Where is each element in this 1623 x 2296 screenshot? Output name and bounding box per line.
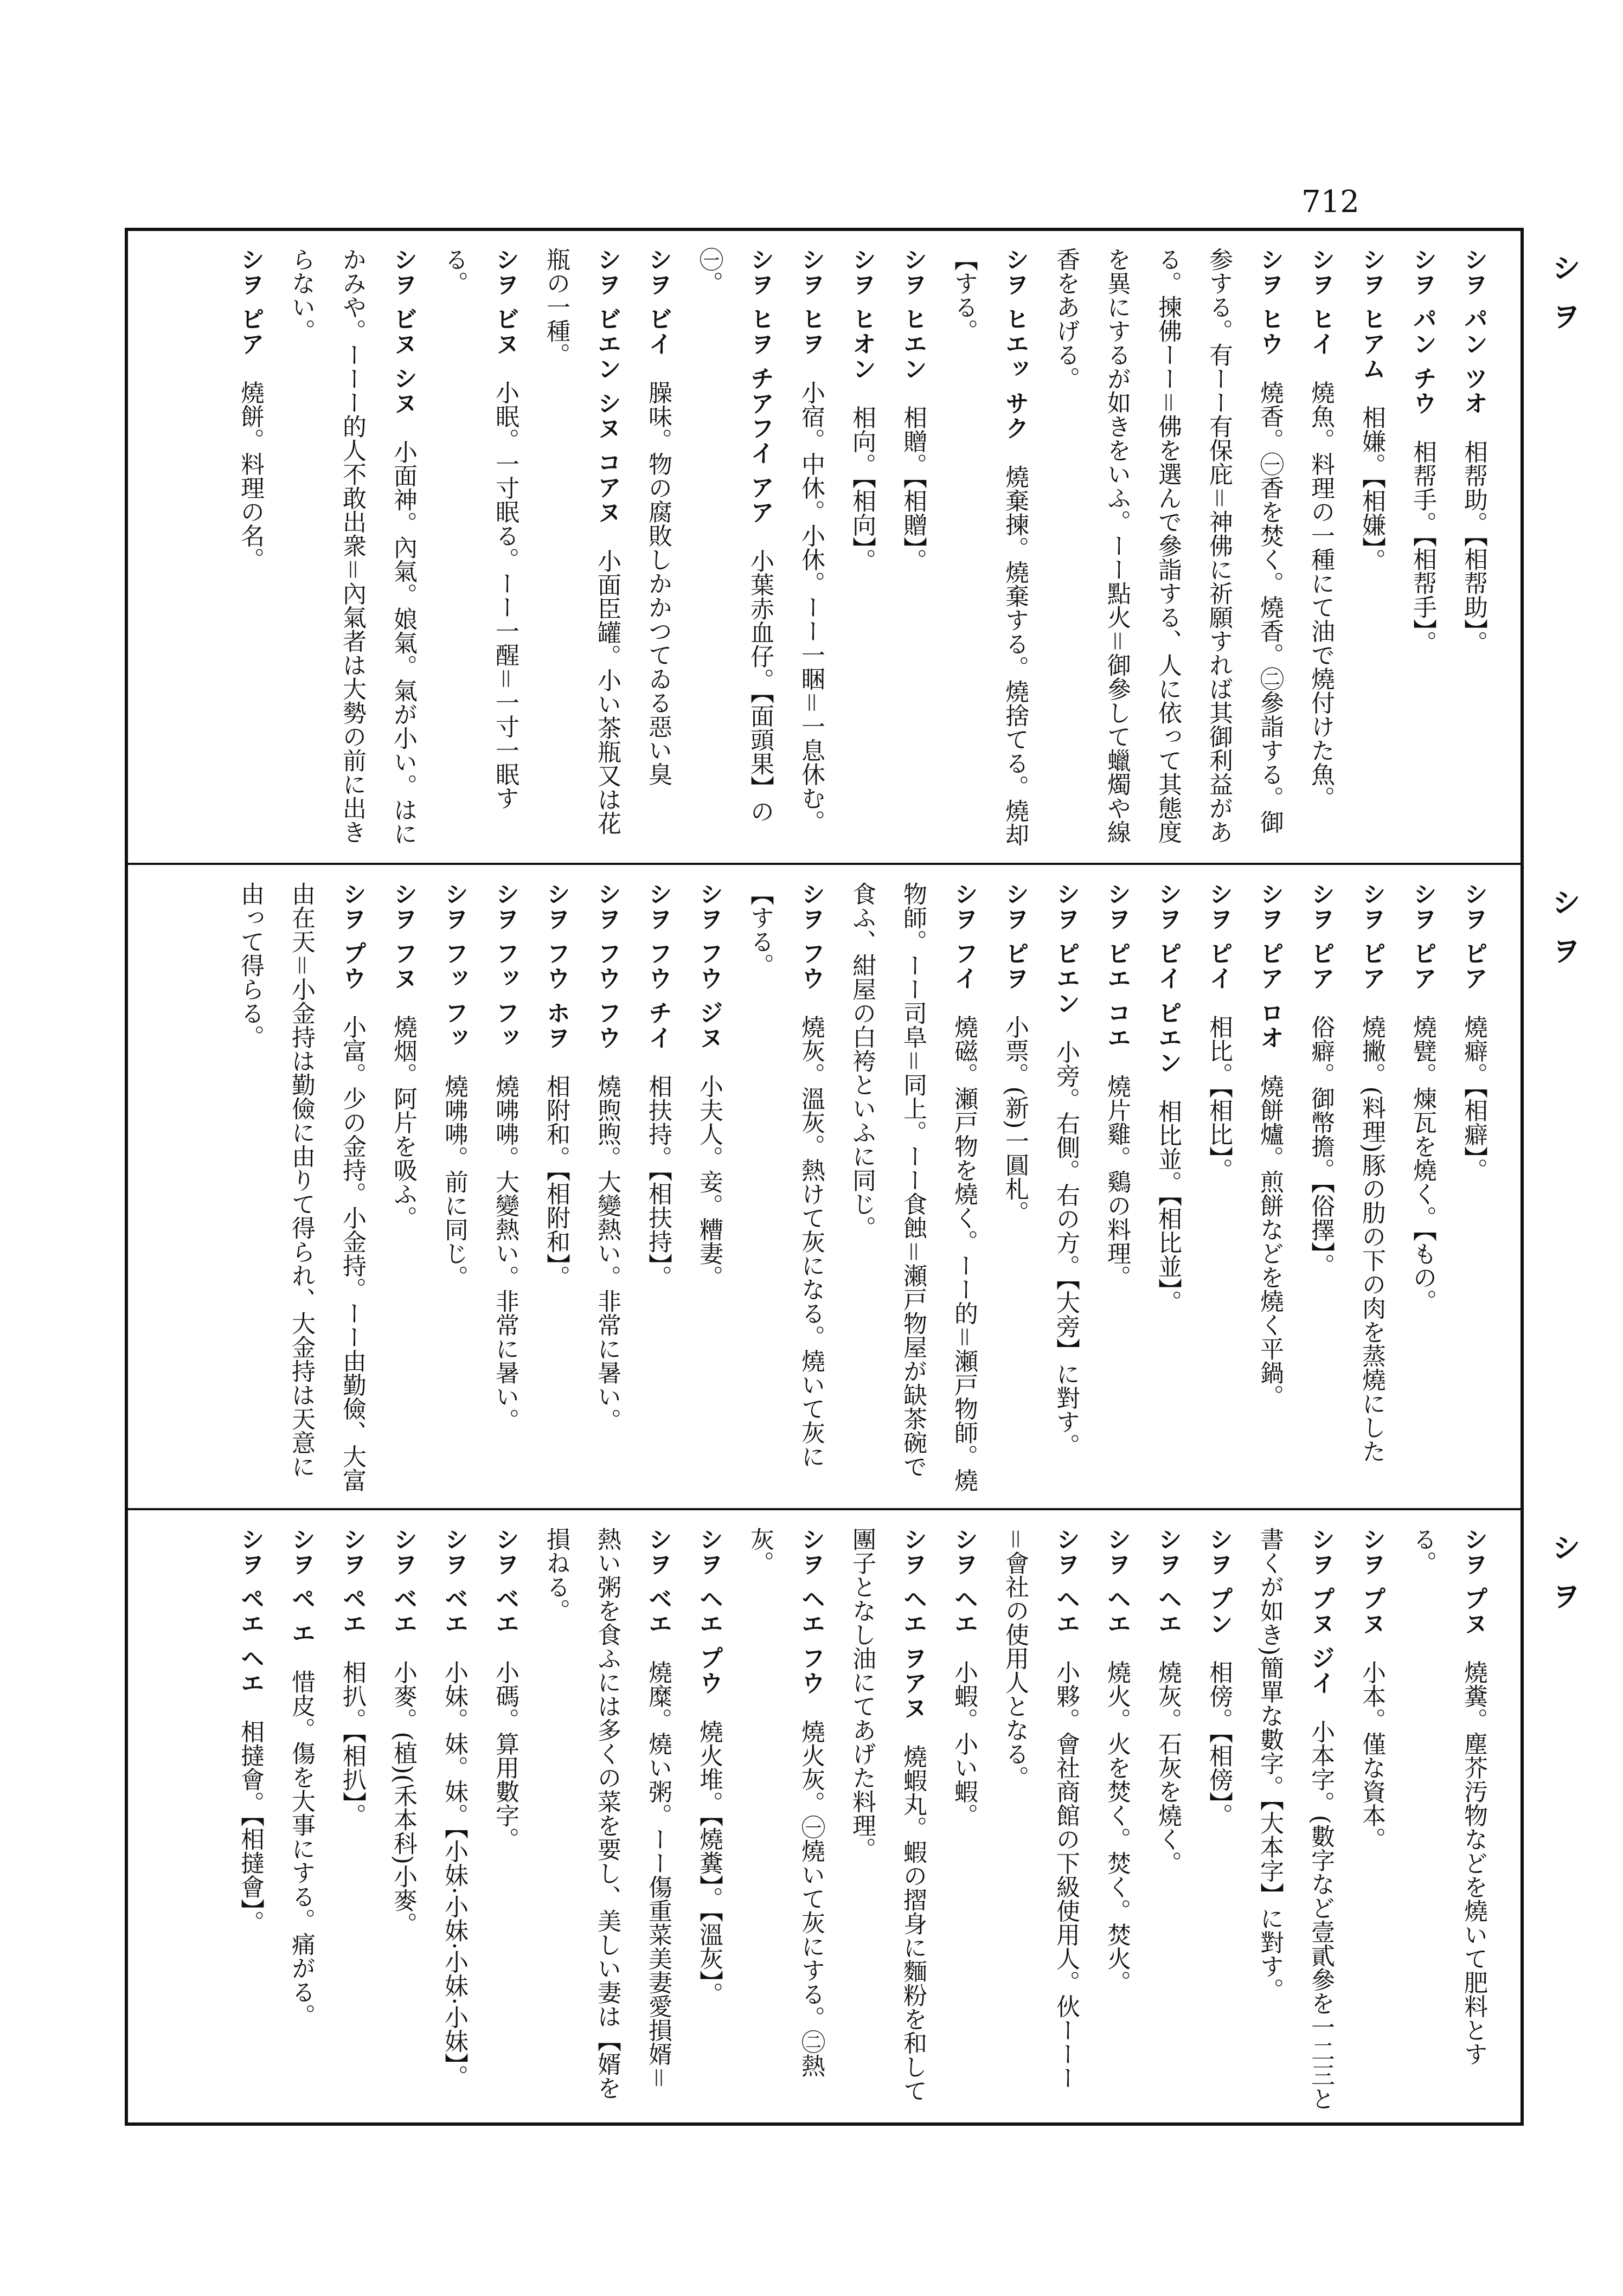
dictionary-entry: [377, 882, 428, 1497]
entry-reading: シヲ ピア: [1460, 882, 1487, 991]
dictionary-entry: [1091, 882, 1142, 1497]
entry-reading: シヲ フウ チイ: [644, 882, 672, 1050]
entry-columns: [144, 1527, 1499, 2113]
entry-reading: シヲ ヒウ: [1256, 247, 1284, 357]
dictionary-entry: [1193, 1527, 1244, 2113]
entry-definition: 小本字。(數字など壹貳參を一二三と書くが如き)簡單な數字。【大本字】に對す。: [1256, 1527, 1335, 2111]
entry-reading: シヲ ピア: [236, 247, 264, 357]
entry-reading: シヲ ピア: [1358, 882, 1385, 991]
entry-definition: 惜皮。傷を大事にする。痛がる。: [287, 1669, 315, 2028]
entry-reading: シヲ プヌ ジイ: [1307, 1527, 1335, 1696]
dictionary-entry: [734, 1527, 836, 2113]
dictionary-entry: [938, 1527, 989, 2113]
entry-reading: シヲ ヘエ: [1103, 1527, 1131, 1637]
entry-definition: 小妹。妹。妹。【小妹·小妹·小妹·小妹】。: [440, 1660, 468, 2089]
entry-reading: シヲ ヘエ ヲアヌ: [899, 1527, 927, 1721]
entry-reading: シヲ フウ ジヌ: [695, 882, 723, 1050]
entry-definition: 燒香。㊀香を焚く。燒香。㊁參詣する。御参する。有ーー有保庇＝神佛に祈願すれば其御利益がある。揀佛ーー＝佛を選んで參詣する、人に依って其態度を異にするが如きをいふ。ーー點火＝御參して蠟燭や線香をあげる。: [1052, 247, 1284, 844]
section-heading: シ ヲ: [1547, 1532, 1582, 1614]
entry-reading: シヲ ビヌ: [491, 247, 519, 357]
dictionary-entry: [428, 247, 530, 852]
entry-definition: 小夥。會社商館の下級使用人。伙ーーー＝會社の使用人となる。: [1001, 1527, 1080, 2090]
dictionary-entry: [683, 247, 785, 852]
entry-definition: 相撻會。【相撻會】。: [236, 1719, 264, 1934]
dictionary-entry: [1448, 247, 1499, 852]
entry-reading: シヲ フウ ホヲ: [542, 882, 570, 1050]
dictionary-entry: [1040, 247, 1295, 852]
dictionary-entry: [734, 882, 836, 1497]
dictionary-entry: [1397, 247, 1448, 852]
dictionary-entry: [224, 882, 377, 1497]
entry-definition: 燒灰。溫灰。熱けて灰になる。燒いて灰に【する。: [746, 882, 825, 1468]
entry-reading: シヲ プヌ: [1358, 1527, 1385, 1637]
entry-reading: シヲ ヘエ: [950, 1527, 978, 1637]
section-heading: シ ヲ: [1547, 887, 1582, 969]
entry-definition: 燒片雞。鷄の料理。: [1103, 1074, 1131, 1289]
entry-definition: 燒咈咈。大變熱い。非常に暑い。: [491, 1074, 519, 1432]
entry-definition: 燒糞。塵芥汚物などを燒いて肥料とする。: [1409, 1527, 1487, 2066]
entry-definition: 燒火。火を焚く。焚く。焚火。: [1103, 1660, 1131, 1994]
dictionary-entry: [479, 882, 530, 1497]
dictionary-entry: [1346, 1527, 1397, 2113]
dictionary-entry: [1193, 882, 1244, 1497]
dictionary-entry: [989, 1527, 1091, 2113]
dictionary-entry: [530, 882, 581, 1497]
entry-reading: シヲ フヌ: [389, 882, 417, 991]
dictionary-entry: [683, 882, 734, 1497]
entry-definition: 俗癖。御幣擔。【俗擇】。: [1307, 1015, 1335, 1278]
dictionary-entry: [479, 1527, 530, 2113]
dictionary-entry: [1397, 1527, 1499, 2113]
entry-definition: 小宿。中休。小休。ーー一睏＝一息休む。: [797, 380, 825, 834]
dictionary-entry: [683, 1527, 734, 2113]
entry-definition: 燒烟。阿片を吸ふ。: [389, 1015, 417, 1230]
entry-reading: シヲ ヒアム: [1358, 247, 1385, 382]
dictionary-entry: [1040, 882, 1091, 1497]
dictionary-entry: [989, 882, 1040, 1497]
entry-definition: 燒咈咈。前に同じ。: [440, 1074, 468, 1289]
entry-definition: 小面臣罐。小い茶瓶又は花瓶の一種。: [542, 247, 621, 835]
entry-reading: シヲ ペエ ヘエ: [236, 1527, 264, 1696]
entry-definition: 相帮助。【相帮助】。: [1460, 439, 1487, 655]
entry-reading: シヲ ベエ: [491, 1527, 519, 1637]
entry-reading: シヲ ベエ: [389, 1527, 417, 1637]
entry-columns: [144, 882, 1499, 1497]
dictionary-entry: [1448, 882, 1499, 1497]
entry-reading: シヲ ヘエ: [1154, 1527, 1182, 1637]
dictionary-entry: [632, 882, 683, 1497]
dictionary-entry: [1142, 1527, 1193, 2113]
entry-reading: シヲ ピア: [1307, 882, 1335, 991]
entry-reading: シヲ ビエン シヌ コアヌ: [593, 247, 621, 525]
dictionary-entry: [836, 882, 989, 1497]
entry-definition: 燒火灰。㊀燒いて灰にする。㊁熱灰。: [746, 1527, 825, 2077]
entry-reading: シヲ フッ フッ: [491, 882, 519, 1050]
entry-reading: シヲ ビイ: [644, 247, 672, 357]
dictionary-entry: [887, 247, 938, 852]
entry-reading: シヲ ピヲ: [1001, 882, 1029, 991]
dictionary-entry: [275, 247, 428, 852]
entry-reading: シヲ プヌ: [1460, 1527, 1487, 1637]
entry-definition: 燒魚。料理の一種にて油で燒付けた魚。: [1307, 380, 1335, 810]
dictionary-entry: [1346, 247, 1397, 852]
entry-reading: シヲ ピア ロオ: [1256, 882, 1284, 1050]
dictionary-entry: [836, 247, 887, 852]
dictionary-entry: [1142, 882, 1193, 1497]
dictionary-entry: [836, 1527, 938, 2113]
entry-reading: シヲ ピイ ピエン: [1154, 882, 1182, 1075]
dictionary-entry: [1244, 882, 1295, 1497]
entry-reading: シヲ ヒエン: [899, 247, 927, 382]
entry-reading: シヲ プン: [1205, 1527, 1233, 1637]
dictionary-entry: [938, 247, 1040, 852]
entry-definition: 相附和。【相附和】。: [542, 1074, 570, 1289]
dictionary-entry: [785, 247, 836, 852]
entry-definition: 小眠。一寸眠る。ーー一醒＝一寸一眠する。: [440, 247, 519, 810]
entry-reading: シヲ ヘエ フウ: [797, 1527, 825, 1696]
entry-definition: 燒蝦丸。蝦の摺身に麵粉を和して團子となし油にてあげた料理。: [848, 1527, 927, 2102]
entry-reading: シヲ プウ: [338, 882, 366, 991]
band-divider: [128, 1508, 1521, 1510]
entry-reading: シヲ ヘエ: [1052, 1527, 1080, 1637]
entry-reading: シヲ ペ エ: [287, 1527, 315, 1646]
entry-definition: 臊味。物の腐敗しかかつてゐる惡い臭: [644, 380, 672, 786]
page-number: 712: [1301, 184, 1359, 220]
entry-columns: [144, 247, 1499, 852]
entry-definition: 相贈。【相贈】。: [899, 405, 927, 573]
dictionary-entry: [1346, 882, 1397, 1497]
entry-reading: シヲ ヒエッ サク: [1001, 247, 1029, 441]
entry-definition: 燒癖。【相癖】。: [1460, 1015, 1487, 1182]
entry-definition: 燒火堆。【燒糞】。【溫灰】。: [695, 1719, 723, 2006]
dictionary-entry: [530, 1527, 683, 2113]
section-heading: シ ヲ: [1547, 253, 1582, 335]
dictionary-entry: [428, 882, 479, 1497]
entry-reading: シヲ ヒヲ: [797, 247, 825, 357]
entry-definition: 相傍。【相傍】。: [1205, 1660, 1233, 1827]
entry-reading: シヲ ペエ: [338, 1527, 366, 1637]
entry-definition: 小面神。內氣。娘氣。氣が小い。はにかみや。ーーー的人不敢出衆＝內氣者は大勢の前に出きらない。: [287, 247, 417, 845]
band-divider: [128, 863, 1521, 865]
entry-definition: 相嫌。【相嫌】。: [1358, 405, 1385, 573]
band-middle: [128, 865, 1582, 1508]
entry-reading: シヲ ピエ コエ: [1103, 882, 1131, 1050]
entry-definition: 相扶持。【相扶持】。: [644, 1074, 672, 1289]
dictionary-entry: [326, 1527, 377, 2113]
entry-definition: 燒撇。(料理)豚の肋の下の肉を蒸燒にした: [1358, 1015, 1385, 1463]
entry-definition: 燒餅。料理の名。: [236, 380, 264, 572]
entry-reading: シヲ パン チウ: [1409, 247, 1436, 416]
entry-reading: シヲ フッ フッ: [440, 882, 468, 1050]
dictionary-entry: [1295, 247, 1346, 852]
entry-definition: 燒棄揀。燒棄する。燒捨てる。燒却【する。: [950, 247, 1029, 846]
entry-definition: 燒餅爐。煎餅などを燒く平鍋。: [1256, 1074, 1284, 1408]
entry-definition: 小本。僅な資本。: [1358, 1660, 1385, 1851]
entry-definition: 相帮手。【相帮手】。: [1409, 439, 1436, 655]
entry-definition: 小葉赤血仔。【面頭果】の㊀。: [695, 247, 774, 823]
dictionary-entry: [632, 247, 683, 852]
band-bottom: [128, 1511, 1582, 2124]
dictionary-entry: [428, 1527, 479, 2113]
dictionary-entry: [377, 1527, 428, 2113]
entry-definition: 小旁。右側。右の方。【大旁】に對す。: [1052, 1040, 1080, 1458]
entry-definition: 小蝦。小い蝦。: [950, 1660, 978, 1827]
entry-reading: シヲ フウ フウ: [593, 882, 621, 1050]
entry-definition: 燒糜。燒い粥。ーー傷重菜美妻愛損婿＝熱い粥を食ふには多くの菜を要し、美しい妻は【婿を損ねる。: [542, 1527, 672, 2100]
entry-reading: シヲ ベエ: [440, 1527, 468, 1637]
entry-definition: 小夫人。妾。糟妻。: [695, 1074, 723, 1289]
dictionary-entry: [275, 1527, 326, 2113]
entry-definition: 燒灰。石灰を燒く。: [1154, 1660, 1182, 1875]
dictionary-entry: [1397, 882, 1448, 1497]
entry-reading: シヲ パン ツオ: [1460, 247, 1487, 416]
entry-reading: シヲ ビヌ シヌ: [389, 247, 417, 416]
dictionary-entry: [1295, 882, 1346, 1497]
entry-reading: シヲ ピイ: [1205, 882, 1233, 991]
entry-reading: シヲ ヒヲ チアフイ アア: [746, 247, 774, 525]
dictionary-entry: [530, 247, 632, 852]
dictionary-entry: [1244, 1527, 1346, 2113]
entry-reading: シヲ フウ: [797, 882, 825, 991]
entry-definition: 相比並。【相比並】。: [1154, 1099, 1182, 1314]
band-top: [128, 231, 1582, 863]
dictionary-entry: [224, 247, 275, 852]
entry-definition: 燒煦煦。大變熱い。非常に暑い。: [593, 1074, 621, 1432]
entry-definition: 燒磁。瀬戸物を燒く。ーー的＝瀬戸物師。燒物師。ーー司阜＝同上。ーー食蝕＝瀬戸物屋が缺茶碗で食ふ、紺屋の白袴といふに同じ。: [848, 882, 978, 1492]
dictionary-frame: [125, 228, 1582, 2126]
entry-reading: シヲ ヘエ プウ: [695, 1527, 723, 1696]
entry-reading: シヲ ピエン: [1052, 882, 1080, 1016]
entry-definition: 相比。【相比】。: [1205, 1015, 1233, 1182]
entry-definition: 燒甓。煉瓦を燒く。【もの。: [1409, 1015, 1436, 1313]
entry-reading: シヲ ベエ: [644, 1527, 672, 1637]
dictionary-entry: [581, 882, 632, 1497]
entry-reading: シヲ ヒオン: [848, 247, 876, 382]
entry-reading: シヲ ピア: [1409, 882, 1436, 991]
entry-definition: 小富。少の金持。小金持。ーー由勤儉、大富由在天＝小金持は勤儉に由りて得られ、大金持は天意に由って得らる。: [236, 882, 366, 1492]
entry-definition: 相扒。【相扒】。: [338, 1660, 366, 1827]
entry-reading: シヲ ヒイ: [1307, 247, 1335, 357]
dictionary-entry: [224, 1527, 275, 2113]
dictionary-entry: [1091, 1527, 1142, 2113]
entry-reading: シヲ フイ: [950, 882, 978, 991]
entry-definition: 相向。【相向】。: [848, 405, 876, 573]
entry-definition: 小碼。算用數字。: [491, 1660, 519, 1851]
entry-definition: 小麥。(植)(禾本科)小麥。: [389, 1660, 417, 1936]
entry-definition: 小票。(新)一圓札。: [1001, 1015, 1029, 1224]
